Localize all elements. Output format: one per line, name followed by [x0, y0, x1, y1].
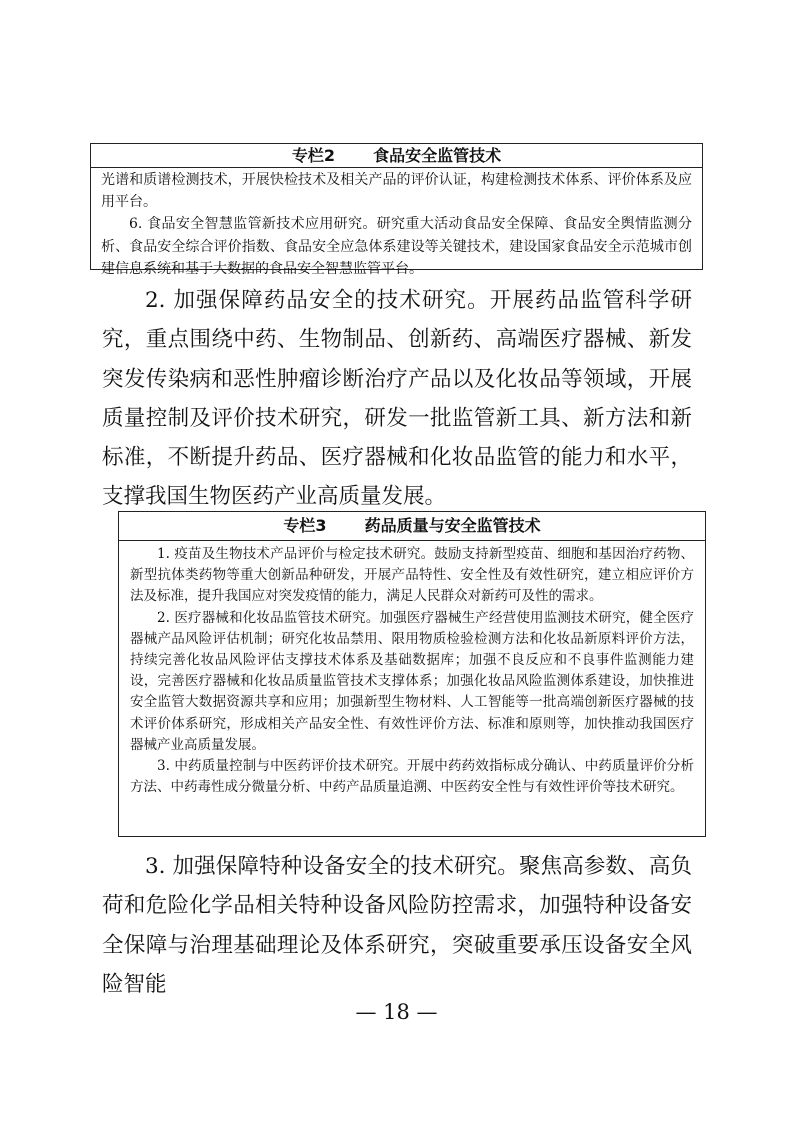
column-box-3-body — [119, 541, 705, 798]
column-box-3-item-3: 3. 中药质量控制与中医药评价技术研究。开展中药药效指标成分确认、中药质量评价分析方法、中药毒性成分微量分析、中药产品质量追溯、中医药安全性与有效性评价等技术研究。 — [130, 758, 694, 796]
column-box-2-body — [91, 168, 702, 280]
column-box-2 — [90, 143, 703, 277]
column-box-2-header — [91, 144, 702, 168]
column-box-3-header — [119, 512, 705, 541]
column-box-3-item-2: 2. 医疗器械和化妆品监管技术研究。加强医疗器械生产经营使用监测技术研究，健全医疗器械产品风险评估机制；研究化妆品禁用、限用物质检验检测方法和化妆品新原料评价方法，持续完善化妆品风险评估支撑技术体系及基础数据库；加强不良反应和不良事件监测能力建设，完善医疗器械和化妆品质量监管技术支撑体系；加强化妆品风险监测体系建设，加快推进安全监管大数据资源共享和应用；加强新型生物材料、人工智能等一批高端创新医疗器械的技术评价体系研究，形成相关产品安全性、有效性评价方法、标准和原则等，加快推动我国医疗器械产业高质量发展。 — [130, 609, 694, 753]
column-box-3-item-1: 1. 疫苗及生物技术产品评价与检定技术研究。鼓励支持新型疫苗、细胞和基因治疗药物、新型抗体类药物等重大创新品种研发，开展产品特性、安全性及有效性研究，建立相应评价方法及标准，提升我国应对突发疫情的能力，满足人民群众对新药可及性的需求。 — [130, 546, 694, 605]
column-box-2-item-6: 6. 食品安全智慧监管新技术应用研究。研究重大活动食品安全保障、食品安全舆情监测分析、食品安全综合评价指数、食品安全应急体系建设等关键技术，建设国家食品安全示范城市创建信息系统和基于大数据的食品安全智慧监管平台。 — [101, 216, 692, 277]
column-box-2-title: 食品安全监管技术 — [373, 146, 502, 165]
column-box-3 — [118, 511, 706, 837]
column-box-3-title: 药品质量与安全监管技术 — [364, 516, 541, 535]
section-2-paragraph: 2. 加强保障药品安全的技术研究。开展药品监管科学研究，重点围绕中药、生物制品、创新药、高端医疗器械、新发突发传染病和恶性肿瘤诊断治疗产品以及化妆品等领域，开展质量控制及评价技术研究，研发一批监管新工具、新方法和新标准，不断提升药品、医疗器械和化妆品监管的能力和水平，支撑我国生物医药产业高质量发展。 — [102, 288, 692, 510]
column-box-2-continued-paragraph: 光谱和质谱检测技术，开展快检技术及相关产品的评价认证，构建检测技术体系、评价体系及应用平台。 — [101, 172, 692, 211]
page-number: — 18 — — [355, 1000, 438, 1024]
section-3-paragraph: 3. 加强保障特种设备安全的技术研究。聚焦高参数、高负荷和危险化学品相关特种设备风险防控需求，加强特种设备安全保障与治理基础理论及体系研究，突破重要承压设备安全风险智能 — [102, 854, 692, 997]
column-box-2-number: 专栏2 — [291, 146, 336, 165]
column-box-3-number: 专栏3 — [283, 516, 327, 535]
